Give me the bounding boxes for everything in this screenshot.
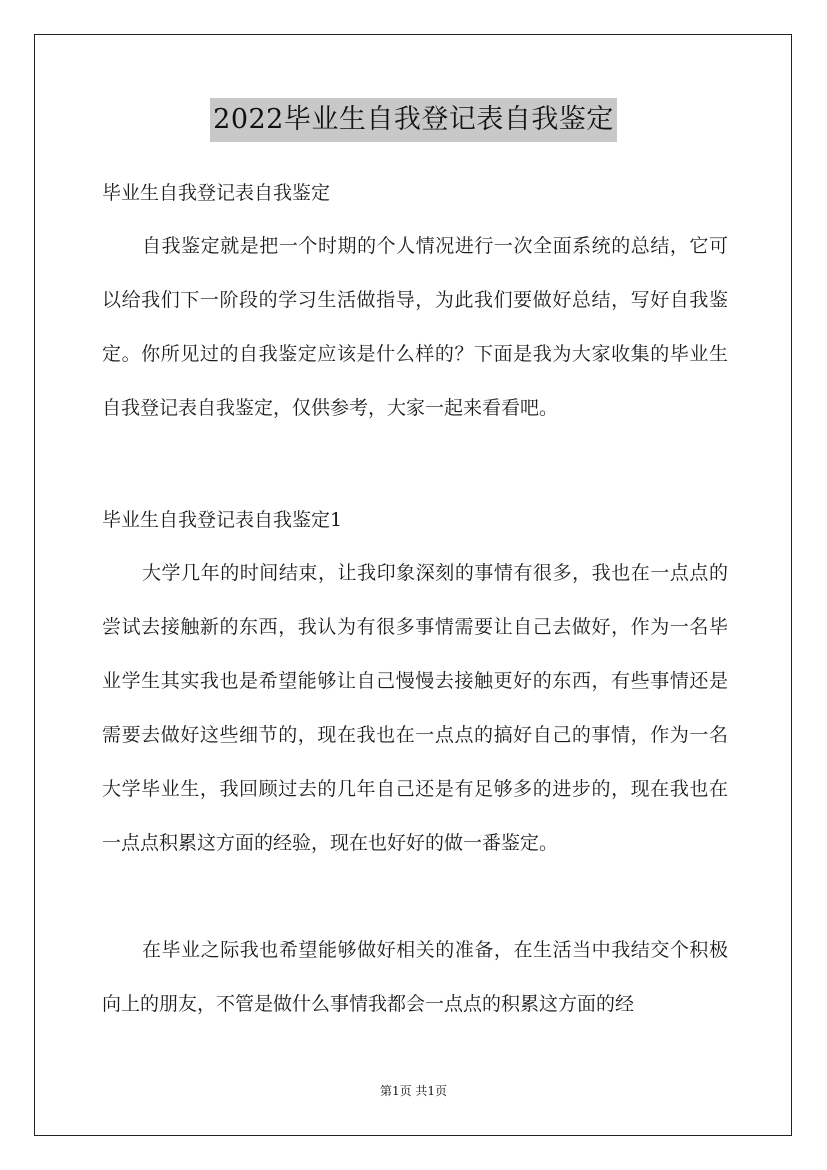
document-title: 2022毕业生自我登记表自我鉴定 [210, 98, 617, 142]
document-subtitle: 毕业生自我登记表自我鉴定 [102, 182, 331, 204]
page-footer: 第1页 共1页 [379, 1084, 448, 1098]
section-1-paragraph-1: 大学几年的时间结束，让我印象深刻的事情有很多，我也在一点点的尝试去接触新的东西，我认为有很多事情需要让自己去做好，作为一名毕业学生其实我也是希望能够让自己慢慢去接触更好的东西，有些事情还是需要去做好这些细节的，现在我也在一点点的搞好自己的事情，作为一名大学毕业生，我回顾过去的几年自己还是有足够多的进步的，现在我也在一点点积累这方面的经验，现在也好好的做一番鉴定。 [102, 562, 728, 854]
section-1-heading: 毕业生自我登记表自我鉴定1 [102, 509, 343, 531]
title-container [0, 98, 827, 142]
intro-paragraph: 自我鉴定就是把一个时期的个人情况进行一次全面系统的总结，它可以给我们下一阶段的学习生活做指导，为此我们要做好总结，写好自我鉴定。你所见过的自我鉴定应该是什么样的？下面是我为大家收集的毕业生自我登记表自我鉴定，仅供参考，大家一起来看看吧。 [102, 235, 728, 419]
section-1-paragraph-2: 在毕业之际我也希望能够做好相关的准备，在生活当中我结交个积极向上的朋友，不管是做什么事情我都会一点点的积累这方面的经 [102, 939, 728, 1015]
